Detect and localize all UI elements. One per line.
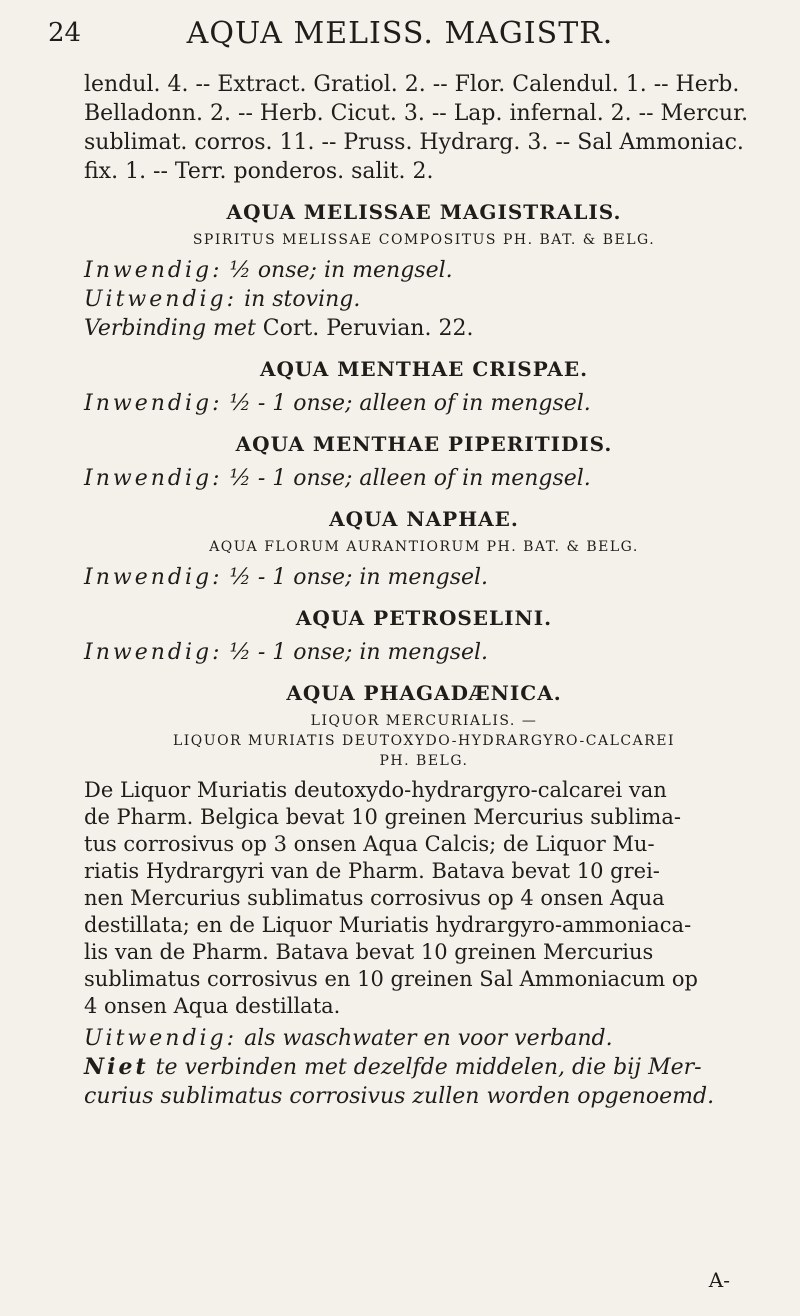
text-line: De Liquor Muriatis deutoxydo-hydrargyro-calcarei van [84,778,667,802]
section-crispae [84,357,764,418]
combination [84,314,764,343]
usage-internal [84,563,764,592]
usage-external [84,1024,764,1053]
caution-line: curius sublimatus corrosivus zullen worden opgenoemd. [84,1084,715,1109]
body-paragraph [84,777,764,1020]
usage-label: Inwendig: [84,258,223,283]
usage-label: Inwendig: [84,466,223,491]
usage-internal [84,256,764,285]
usage-label: Inwendig: [84,565,223,590]
usage-text: in stoving. [244,287,361,312]
usage-label: Uitwendig: [84,1026,238,1051]
caution-label: Niet [84,1054,149,1080]
text-line: riatis Hydrargyri van de Pharm. Batava bevat 10 grei- [84,859,660,883]
section-subtitle: PH. BELG. [379,753,469,769]
text-line: lis van de Pharm. Batava bevat 10 greinen Mercurius [84,940,654,964]
page-number: 24 [48,18,82,48]
usage-text: als waschwater en voor verband. [244,1026,613,1051]
section-heading: AQUA PHAGADÆNICA. [286,681,562,705]
usage-label: Uitwendig: [84,287,238,312]
section-heading: AQUA PETROSELINI. [295,606,553,630]
usage-internal [84,464,764,493]
text-line: 4 onsen Aqua destillata. [84,994,341,1018]
catchword: A- [708,1268,730,1292]
usage-label: Inwendig: [84,640,223,665]
section-heading: AQUA NAPHAE. [329,507,519,531]
section-subtitle: SPIRITUS MELISSAE COMPOSITUS PH. BAT. & BELG. [192,232,656,248]
section-subtitle: LIQUOR MERCURIALIS. — [310,713,538,729]
section-heading: AQUA MELISSAE MAGISTRALIS. [226,200,622,224]
usage-internal [84,389,764,418]
page-header [0,12,800,52]
caution-text: te verbinden met dezelfde middelen, die bij Mer- [155,1055,702,1080]
text-line: tus corrosivus op 3 onsen Aqua Calcis; de Liquor Mu- [84,832,655,856]
text-line: Belladonn. 2. -- Herb. Cicut. 3. -- Lap. infernal. 2. -- Mercur. [84,101,749,126]
usage-label: Inwendig: [84,391,223,416]
text-line: lendul. 4. -- Extract. Gratiol. 2. -- Flor. Calendul. 1. -- Herb. [84,72,740,97]
usage-internal [84,638,764,667]
text-line: de Pharm. Belgica bevat 10 greinen Mercurius sublima- [84,805,681,829]
section-heading: AQUA MENTHAE PIPERITIDIS. [235,432,613,456]
intro-paragraph [84,70,764,186]
section-naphae [84,507,764,592]
usage-text: ½ - 1 onse; alleen of in mengsel. [229,391,591,416]
usage-text: ½ - 1 onse; in mengsel. [229,565,489,590]
section-piperitidis [84,432,764,493]
section-heading: AQUA MENTHAE CRISPAE. [259,357,589,381]
combination-label: Verbinding met [84,316,256,341]
usage-external [84,285,764,314]
section-subtitle: AQUA FLORUM AURANTIORUM PH. BAT. & BELG. [209,539,639,555]
text-line: fix. 1. -- Terr. ponderos. salit. 2. [84,159,434,184]
usage-text: ½ - 1 onse; in mengsel. [229,640,489,665]
running-head: AQUA MELISS. MAGISTR. [186,16,614,51]
text-line: sublimatus corrosivus en 10 greinen Sal Ammoniacum op [84,967,698,991]
text-line: sublimat. corros. 11. -- Pruss. Hydrarg. 3. -- Sal Ammoniac. [84,130,744,155]
caution-line [84,1053,764,1082]
combination-text: Cort. Peruvian. 22. [262,316,474,341]
text-line: destillata; en de Liquor Muriatis hydrargyro-ammoniaca- [84,913,692,937]
usage-text: ½ - 1 onse; alleen of in mengsel. [229,466,591,491]
section-melissae [84,200,764,343]
section-petroselini [84,606,764,667]
section-phagadaenica [84,681,764,1111]
section-subtitle: LIQUOR MURIATIS DEUTOXYDO-HYDRARGYRO-CALCAREI [172,733,676,749]
text-line: nen Mercurius sublimatus corrosivus op 4 onsen Aqua [84,886,665,910]
page-content [84,70,764,1111]
usage-text: ½ onse; in mengsel. [229,258,453,283]
